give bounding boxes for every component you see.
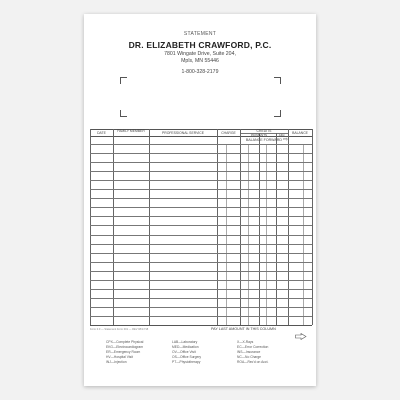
table-row — [90, 180, 312, 181]
legend-item: ROA—Rec'd on Acct. — [237, 360, 269, 364]
column-rule — [240, 129, 241, 325]
column-rule — [90, 129, 91, 325]
col-adj: ADJ. — [278, 133, 286, 137]
table-row — [90, 198, 312, 199]
table-row — [90, 216, 312, 217]
legend-item: X—X-Rays — [237, 340, 254, 344]
col-credits: CREDITS — [256, 129, 272, 133]
legend-item: ER—Emergency Room — [106, 350, 141, 354]
legend-item: HV—Hospital Visit — [106, 355, 133, 359]
table-row — [90, 207, 312, 208]
col-balance: BALANCE — [292, 131, 308, 135]
address-line-1: 7801 Wingate Drive, Suite 204, — [164, 51, 236, 57]
legend-item: INJ—Injection — [106, 360, 127, 364]
legend-item: NC—No Charge — [237, 355, 262, 359]
table-row — [90, 144, 312, 145]
column-rule — [149, 129, 150, 325]
column-rule — [217, 129, 218, 325]
balance-forward-label: BALANCE FORWARD — [245, 138, 282, 142]
legend-item: LAB—Laboratory — [172, 340, 198, 344]
table-row — [90, 253, 312, 254]
col-family-member: FAMILY MEMBER — [117, 129, 145, 133]
column-rule — [312, 129, 313, 325]
table-row — [90, 225, 312, 226]
table-row — [90, 316, 312, 317]
table-row — [90, 153, 312, 154]
address-line-2: Mpls, MN 55446 — [181, 58, 219, 64]
table-row — [90, 235, 312, 236]
col-date: DATE — [97, 131, 106, 135]
column-rule — [113, 129, 114, 325]
col-charge: CHARGE — [221, 131, 236, 135]
legend-item: PT—Physiotherapy — [172, 360, 201, 364]
legend-item: EC—Error Correction — [237, 345, 269, 349]
arrow-right-icon — [295, 327, 307, 334]
col-payments: PAYMENTS — [250, 133, 268, 137]
table-row — [90, 307, 312, 308]
phone-number: 1-800-328-2179 — [181, 69, 219, 75]
legend-item: INS—Insurance — [237, 350, 261, 354]
practice-name: DR. ELIZABETH CRAWFORD, P.C. — [128, 40, 272, 50]
legend-item: CPX—Complete Physical — [106, 340, 144, 344]
table-row — [90, 189, 312, 190]
table-row — [90, 262, 312, 263]
table-row — [90, 298, 312, 299]
form-code: Form 0.0 — Statement Form 001 — REV 08/17/18 — [90, 328, 149, 331]
legend-item: OS—Office Surgery — [172, 355, 202, 359]
table-row — [90, 162, 312, 163]
pay-last-amount-note: PAY LAST AMOUNT IN THIS COLUMN — [211, 327, 276, 331]
table-row — [90, 171, 312, 172]
legend-item: MED—Medication — [172, 345, 199, 349]
statement-sheet — [84, 14, 316, 386]
col-professional-service: PROFESSIONAL SERVICE — [161, 131, 205, 135]
arrow-right-icon: ⇨ — [283, 137, 289, 143]
legend-item: EKG—Electrocardiogram — [106, 345, 144, 349]
table-bottom-rule — [90, 325, 312, 326]
document-title: STATEMENT — [183, 31, 217, 37]
legend-item: OV—Office Visit — [172, 350, 196, 354]
table-row — [90, 280, 312, 281]
table-row — [90, 271, 312, 272]
column-rule — [288, 129, 289, 325]
table-row — [90, 244, 312, 245]
table-row — [90, 289, 312, 290]
